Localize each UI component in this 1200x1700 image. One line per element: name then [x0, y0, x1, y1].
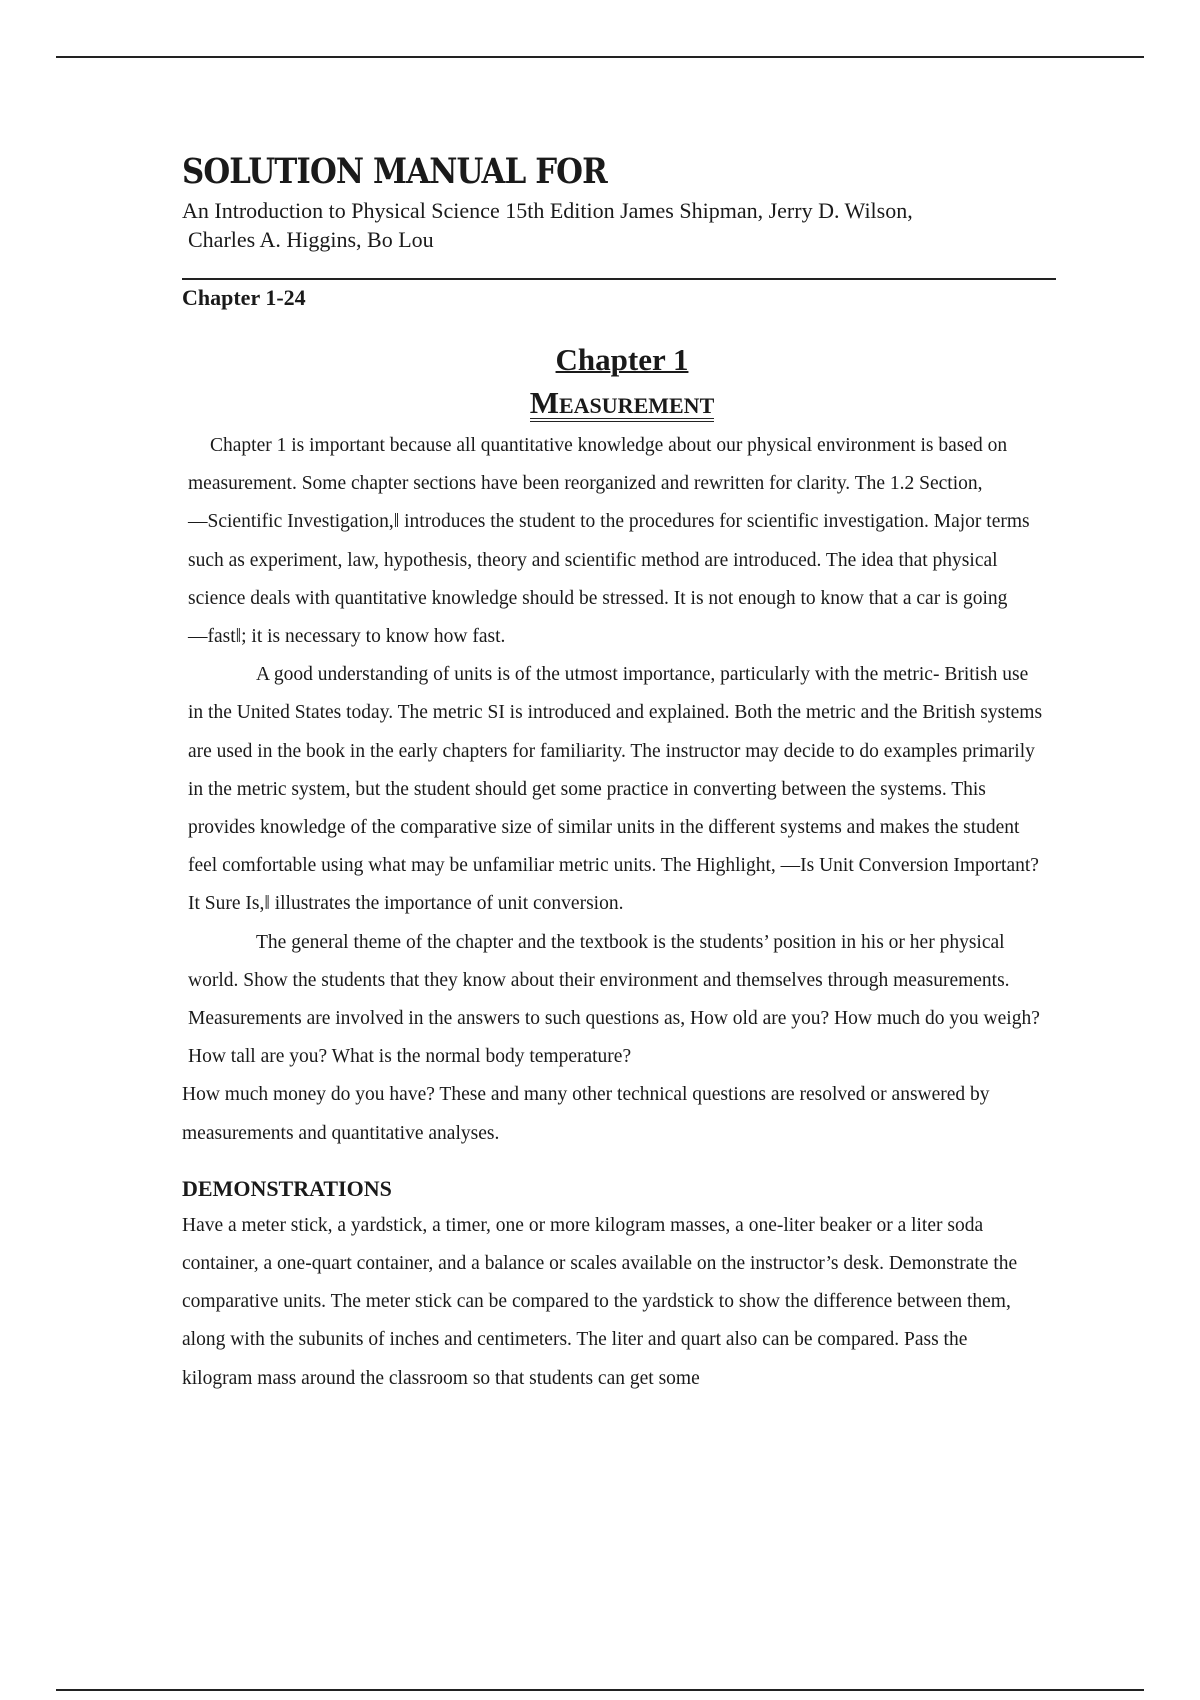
bottom-page-rule — [56, 1689, 1144, 1691]
chapter-number: Chapter 1 — [555, 342, 689, 377]
document-title: SOLUTION MANUAL FOR — [182, 151, 607, 192]
subtitle-line-1: An Introduction to Physical Science 15th Edition James Shipman, Jerry D. Wilson, — [182, 198, 913, 223]
top-page-rule — [56, 56, 1144, 58]
chapter-heading — [182, 342, 1062, 427]
chapter-name: Measurement — [529, 385, 715, 420]
title-divider — [182, 278, 1056, 280]
demonstrations-text: Have a meter stick, a yardstick, a timer, one or more kilogram masses, a one-liter beaker or a liter soda container, a one-quart container, and a balance or scales available on the instructor’s desk. Demonstrate the comparative units. The meter stick can be compared to the yardstick to show the difference between them, along with the subunits of inches and centimeters. The liter and quart also can be compared. Pass the kilogram mass around the classroom so that students can get some — [182, 1214, 1018, 1389]
paragraph-money: How much money do you have? These and many other technical questions are resolved or answered by measurements and quantitative analyses. — [182, 1084, 990, 1144]
paragraph-intro: Chapter 1 is important because all quantitative knowledge about our physical environment is based on measurement. Some chapter sections have been reorganized and rewritten for clarity. The 1.2 Section, ―Scientific Investigation,‖ introduces the student to the procedures for scientific investigation. Major terms such as experiment, law, hypothesis, theory and scientific method are introduced. The idea that physical science deals with quantitative knowledge should be stressed. It is not enough to know that a car is going ―fast‖; it is necessary to know how fast. — [188, 435, 1030, 648]
demonstrations-heading: DEMONSTRATIONS — [182, 1175, 392, 1201]
chapter-range: Chapter 1-24 — [182, 285, 306, 310]
document-page — [182, 150, 1062, 1398]
paragraph-units: A good understanding of units is of the utmost importance, particularly with the metric- British use in the United States today. The metric SI is introduced and explained. Both the metric and the British systems are used in the book in the early chapters for familiarity. The instructor may decide to do examples primarily in the metric system, but the student should get some practice in converting between the systems. This provides knowledge of the comparative size of similar units in the different systems and makes the student feel comfortable using what may be unfamiliar metric units. The Highlight, ―Is Unit Conversion Important? It Sure Is,‖ illustrates the importance of unit conversion. — [188, 664, 1043, 915]
paragraph-theme: The general theme of the chapter and the textbook is the students’ position in his or her physical world. Show the students that they know about their environment and themselves through measurements. Measurements are involved in the answers to such questions as, How old are you? How much do you weigh? How tall are you? What is the normal body temperature? — [188, 931, 1040, 1068]
subtitle-line-2: Charles A. Higgins, Bo Lou — [188, 227, 434, 252]
document-subtitle — [182, 196, 1062, 254]
